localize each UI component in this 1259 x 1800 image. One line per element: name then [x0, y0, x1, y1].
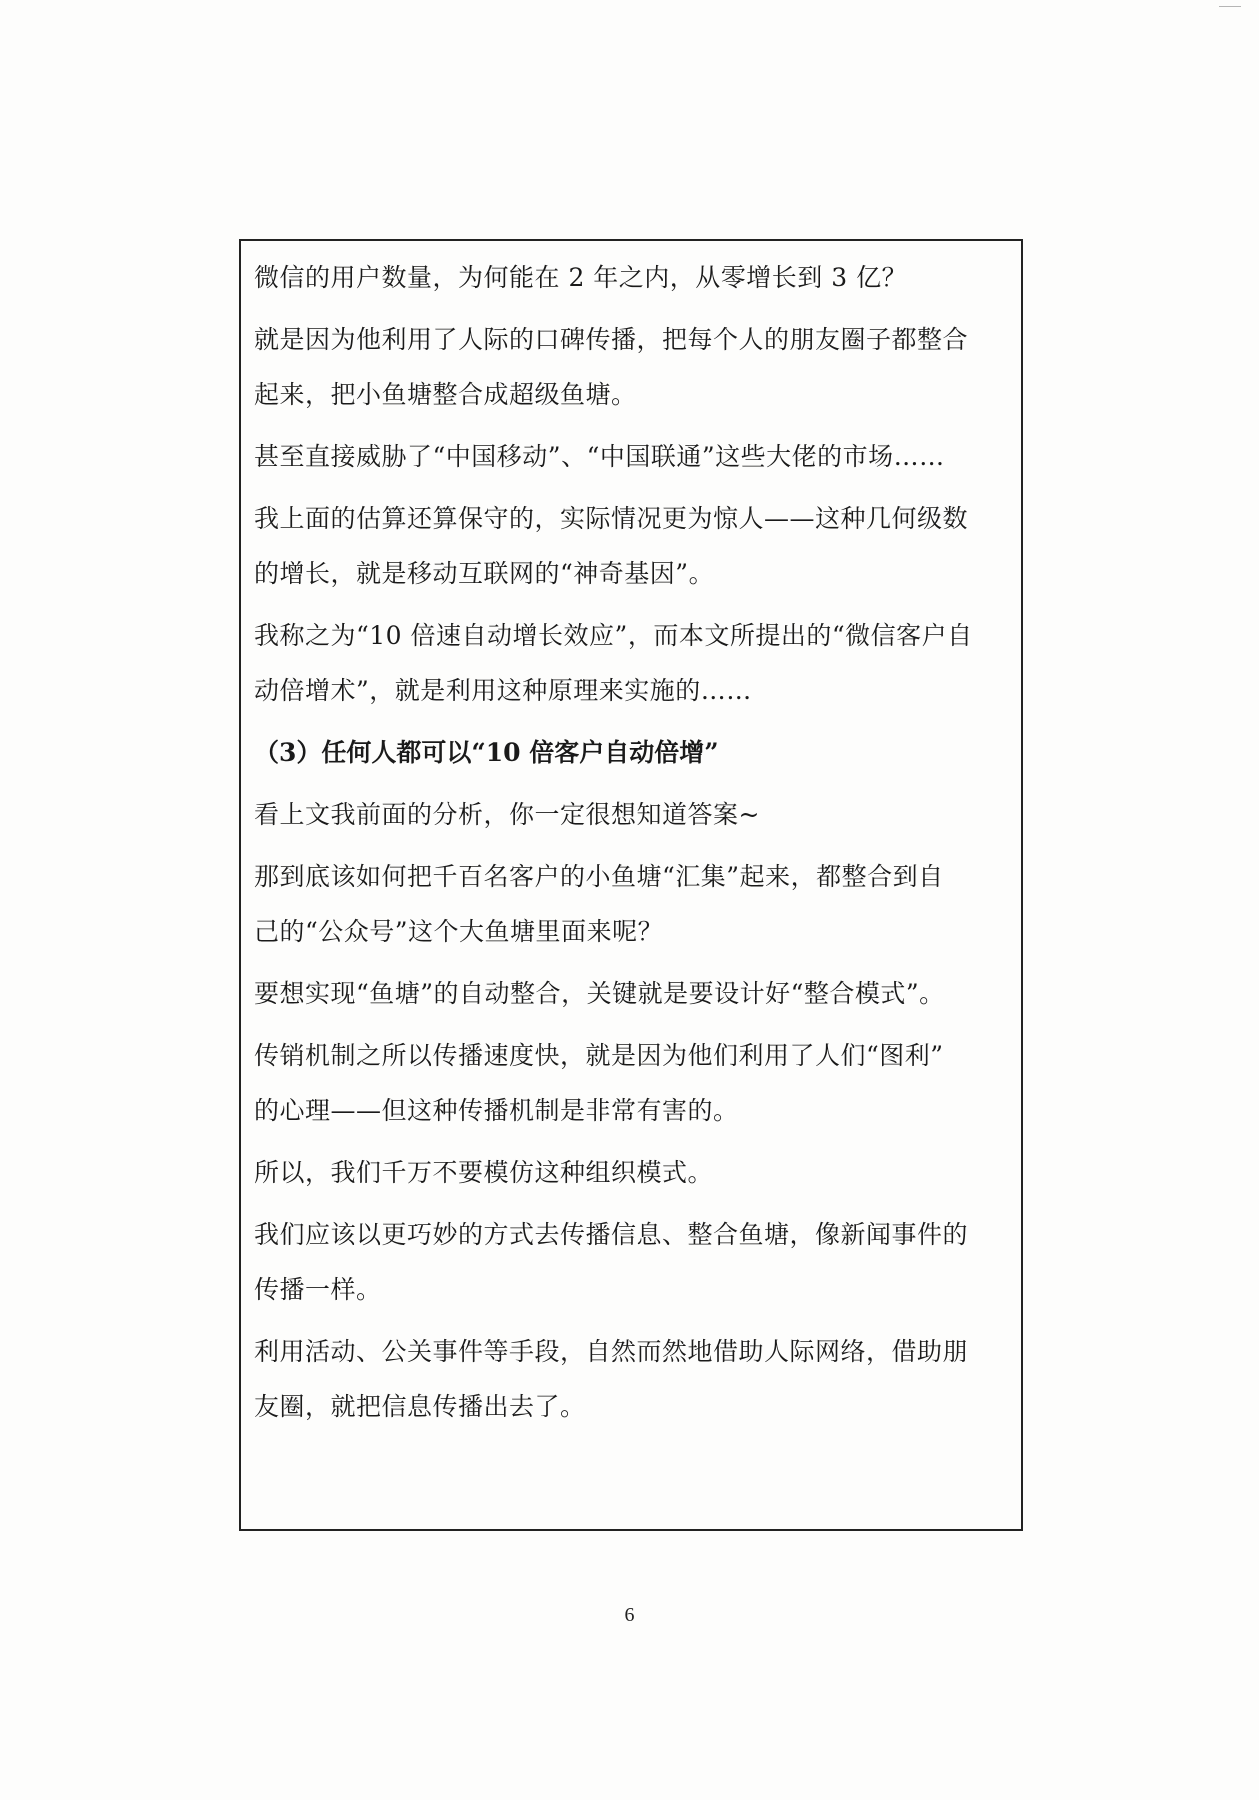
- scan-corner-mark: [1219, 6, 1241, 7]
- paragraph-7: [254, 860, 1007, 949]
- paragraph-2: [254, 323, 1007, 412]
- paragraph-line: 我上面的估算还算保守的，实际情况更为惊人——这种几何级数: [254, 504, 969, 533]
- paragraph-line: 那到底该如何把千百名客户的小鱼塘“汇集”起来，都整合到自: [254, 862, 944, 891]
- paragraph-line: 就是因为他利用了人际的口碑传播，把每个人的朋友圈子都整合: [254, 325, 969, 354]
- paragraph-line: 友圈，就把信息传播出去了。: [254, 1392, 586, 1421]
- page-number: 6: [624, 1604, 635, 1626]
- paragraph-10: [254, 1156, 1007, 1190]
- paragraph-line: 所以，我们千万不要模仿这种组织模式。: [254, 1158, 714, 1187]
- paragraph-line: 动倍增术”，就是利用这种原理来实施的……: [254, 676, 752, 705]
- paragraph-8: [254, 977, 1007, 1011]
- paragraph-line: 看上文我前面的分析，你一定很想知道答案~: [254, 800, 760, 829]
- paragraph-1: [254, 261, 1007, 295]
- paragraph-4: [254, 502, 1007, 591]
- paragraph-line: 起来，把小鱼塘整合成超级鱼塘。: [254, 380, 637, 409]
- paragraph-line: 的心理——但这种传播机制是非常有害的。: [254, 1096, 739, 1125]
- paragraph-9: [254, 1039, 1007, 1128]
- paragraph-line: 我称之为“10 倍速自动增长效应”，而本文所提出的“微信客户自: [254, 621, 973, 650]
- paragraph-3: [254, 440, 1007, 474]
- paragraph-line: 我们应该以更巧妙的方式去传播信息、整合鱼塘，像新闻事件的: [254, 1220, 969, 1249]
- paragraph-6: [254, 798, 1007, 832]
- paragraph-line: 己的“公众号”这个大鱼塘里面来呢？: [254, 917, 664, 946]
- paragraph-line: 甚至直接威胁了“中国移动”、“中国联通”这些大佬的市场……: [254, 442, 945, 471]
- paragraph-line: 要想实现“鱼塘”的自动整合，关键就是要设计好“整合模式”。: [254, 979, 945, 1008]
- paragraph-line: 传销机制之所以传播速度快，就是因为他们利用了人们“图利”: [254, 1041, 944, 1070]
- paragraph-line: 传播一样。: [254, 1275, 382, 1304]
- section-heading: （3）任何人都可以“10 倍客户自动倍增”: [254, 738, 719, 767]
- paragraph-11: [254, 1218, 1007, 1307]
- paragraph-line: 的增长，就是移动互联网的“神奇基因”。: [254, 559, 715, 588]
- bordered-text-box: [239, 239, 1023, 1531]
- paragraph-line: 微信的用户数量，为何能在 2 年之内，从零增长到 3 亿？: [254, 263, 908, 292]
- paragraph-line: 利用活动、公关事件等手段，自然而然地借助人际网络，借助朋: [254, 1337, 969, 1366]
- paragraph-12: [254, 1335, 1007, 1424]
- paragraph-5: [254, 619, 1007, 708]
